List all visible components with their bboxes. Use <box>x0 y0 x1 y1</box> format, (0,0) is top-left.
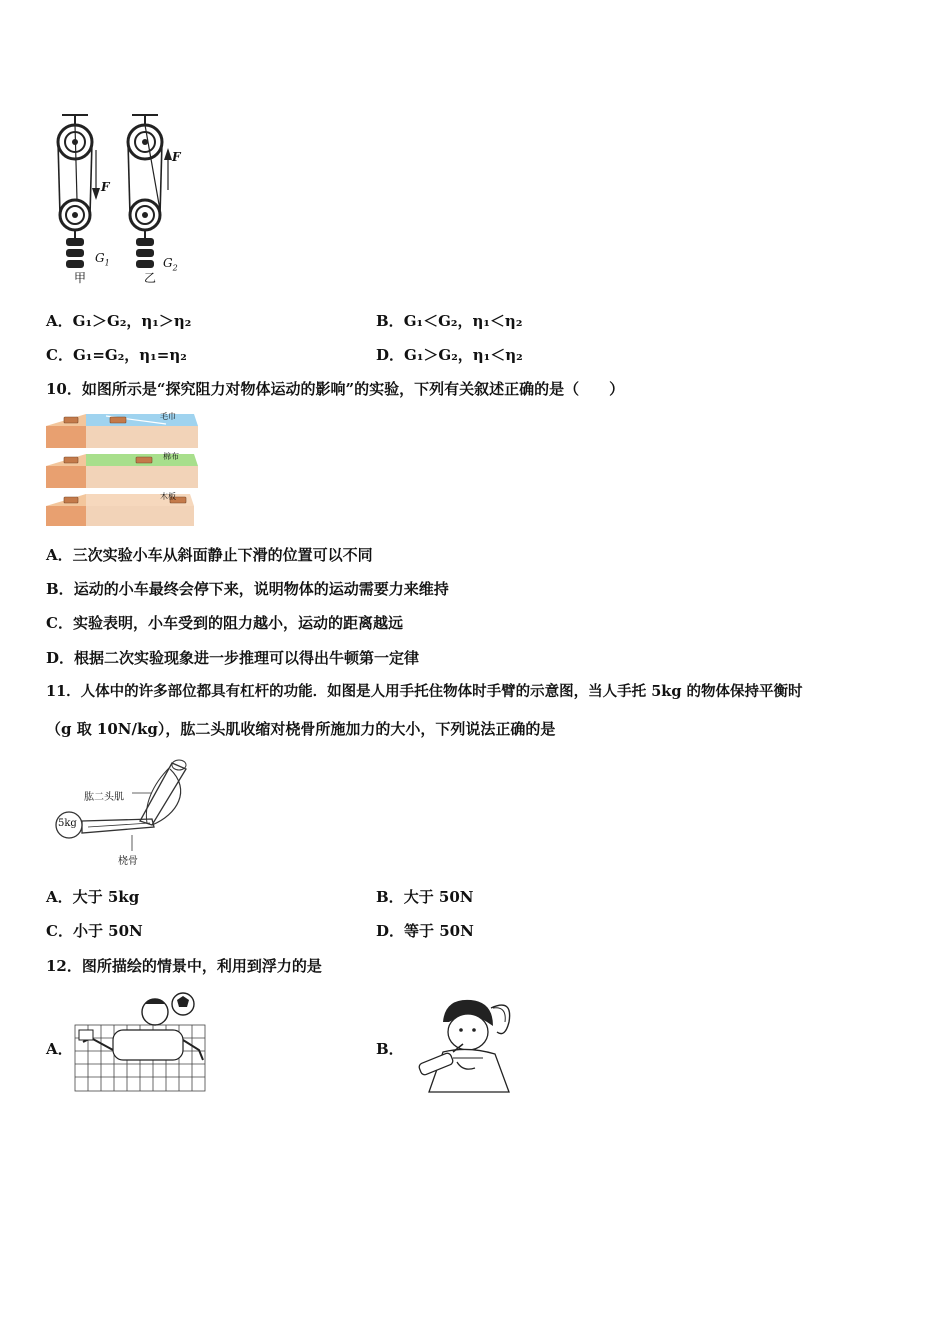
surface-label-board: 木板 <box>160 492 176 501</box>
q12-option-b[interactable]: B． <box>376 1040 404 1058</box>
q11-stem-line2: （g 取 10N/kg），肱二头肌收缩对桡骨所施加力的大小，下列说法正确的是 <box>46 720 556 738</box>
surface-label-towel: 毛巾 <box>160 412 176 421</box>
q10-stem: 10．如图所示是“探究阻力对物体运动的影响”的实验，下列有关叙述正确的是（ ） <box>46 380 625 398</box>
surface-label-cotton: 棉布 <box>163 452 179 461</box>
q11-option-b[interactable]: B．大于 50N <box>376 888 474 906</box>
q12-option-a[interactable]: A． <box>46 1040 73 1058</box>
q11-option-c[interactable]: C．小于 50N <box>46 922 143 940</box>
g2-label: $G_2$ <box>163 256 178 273</box>
q10-option-d[interactable]: D．根据二次实验现象进一步推理可以得出牛顿第一定律 <box>46 649 420 667</box>
bone-label: 桡骨 <box>118 856 138 867</box>
q10-option-b[interactable]: B．运动的小车最终会停下来，说明物体的运动需要力来维持 <box>46 580 449 598</box>
incline-figure <box>46 412 201 530</box>
q11-option-d[interactable]: D．等于 50N <box>376 922 474 940</box>
muscle-label: 肱二头肌 <box>84 792 124 803</box>
q9-option-c[interactable]: C．G₁=G₂，η₁=η₂ <box>46 346 187 364</box>
q9-option-a[interactable]: A．G₁＞G₂，η₁＞η₂ <box>46 312 192 330</box>
q12-stem: 12．图所描绘的情景中，利用到浮力的是 <box>46 957 322 975</box>
q9-option-d[interactable]: D．G₁＞G₂，η₁＜η₂ <box>376 346 523 364</box>
q9-option-b[interactable]: B．G₁＜G₂，η₁＜η₂ <box>376 312 523 330</box>
q10-option-c[interactable]: C．实验表明，小车受到的阻力越小，运动的距离越远 <box>46 614 403 632</box>
tag-jia: 甲 <box>74 271 87 285</box>
g1-label: $G_1$ <box>95 251 110 268</box>
tag-yi: 乙 <box>144 271 157 285</box>
q11-option-a[interactable]: A．大于 5kg <box>46 888 140 906</box>
force-label-left: F <box>101 180 110 194</box>
q11-stem-line1: 11．人体中的许多部位都具有杠杆的功能．如图是人用手托住物体时手臂的示意图，当人手托 5kg 的物体保持平衡时 <box>46 683 803 700</box>
girl-drinking-illustration <box>413 992 519 1095</box>
weight-label: 5kg <box>58 818 77 829</box>
force-label-right: F <box>172 150 181 164</box>
q10-option-a[interactable]: A．三次实验小车从斜面静止下滑的位置可以不同 <box>46 546 373 564</box>
goalkeeper-illustration <box>73 990 208 1095</box>
